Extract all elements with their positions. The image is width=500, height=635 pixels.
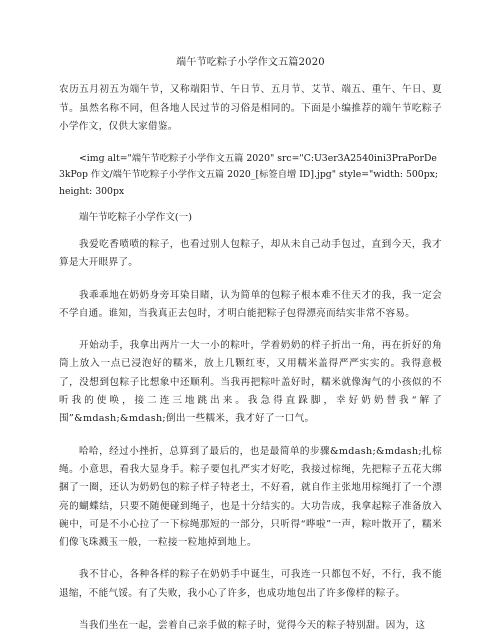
- paragraph-4: 哈哈，经过小挫折，总算到了最后的，也是最简单的步骤&mdash;&mdash;扎棕绳。小意思，看我大显身手。粽子要包扎严实才好吃，我接过棕绳，先把粽子五花大绑捆了一圈，还认为奶奶包的粽子样子特老土，不好看，就自作主张地用棕绳打了一个漂亮的蝴蝶结，只要不随便碰到绳子，也是十分结实的。大功告成，我拿起粽子准备放入碗中，可是不小心拉了一下棕绳那短的一部分，只听得“哗啦”一声，粽叶散开了，糯米们像飞珠溅玉一般，一粒接一粒地掉到地上。: [59, 445, 442, 549]
- paragraph-2: 我乖乖地在奶奶身旁耳染目睹，认为简单的包粽子根本难不住天才的我，我一定会不学自通。谁知，当我真正去包时，才明白能把粽子包得漂亮而结实非常不容易。: [59, 289, 442, 319]
- intro-paragraph: 农历五月初五为端午节，又称端阳节、午日节、五月节、艾节、端五、重午、午日、夏节。虽然名称不同，但各地人民过节的习俗是相同的。下面是小编推荐的端午节吃粽子小学作文，仅供大家借鉴。: [59, 84, 442, 132]
- image-code-text: <img alt="端午节吃粽子小学作文五篇 2020" src="C:U3er3A2540ini3PraPorDe3kPop 作文/端午节吃粽子小学作文五篇 2020_[标签自增 ID].jpg" style="width: 500px; height: 300px: [59, 152, 439, 197]
- paragraph-1: 我爱吃香喷喷的粽子，也看过别人包粽子，却从未自己动手包过，直到今天，我才算是大开眼界了。: [59, 239, 442, 269]
- paragraph-3: 开始动手，我拿出两片一大一小的粽叶，学着奶奶的样子折出一角，再在折好的角筒上放入一点已浸泡好的糯米，放上几颗红枣，又用糯米盖得严严实实的。我得意极了，没想到包粽子比想象中还顺利。当我再把粽叶盖好时，糯米就像淘气的小孩似的不听我的使唤，接二连三地跳出来。我急得直跺脚，幸好奶奶替我“解了围”&mdash;&mdash;倒出一些糯米，我才好了一口气。: [59, 340, 442, 425]
- document-title: 端午节吃粽子小学作文五篇2020: [176, 57, 325, 68]
- paragraph-6: 当我们坐在一起，尝着自己亲手做的粽子时，觉得今天的粽子特别甜。因为，这: [79, 620, 426, 632]
- paragraph-5: 我不甘心，各种各样的粽子在奶奶手中诞生，可我连一只都包不好，不行，我不能退缩，不能气馁。有了失败，我小心了许多，也成功地包出了许多像样的粽子。: [59, 569, 442, 599]
- section-heading: 端午节吃粽子小学作文(一): [79, 212, 193, 223]
